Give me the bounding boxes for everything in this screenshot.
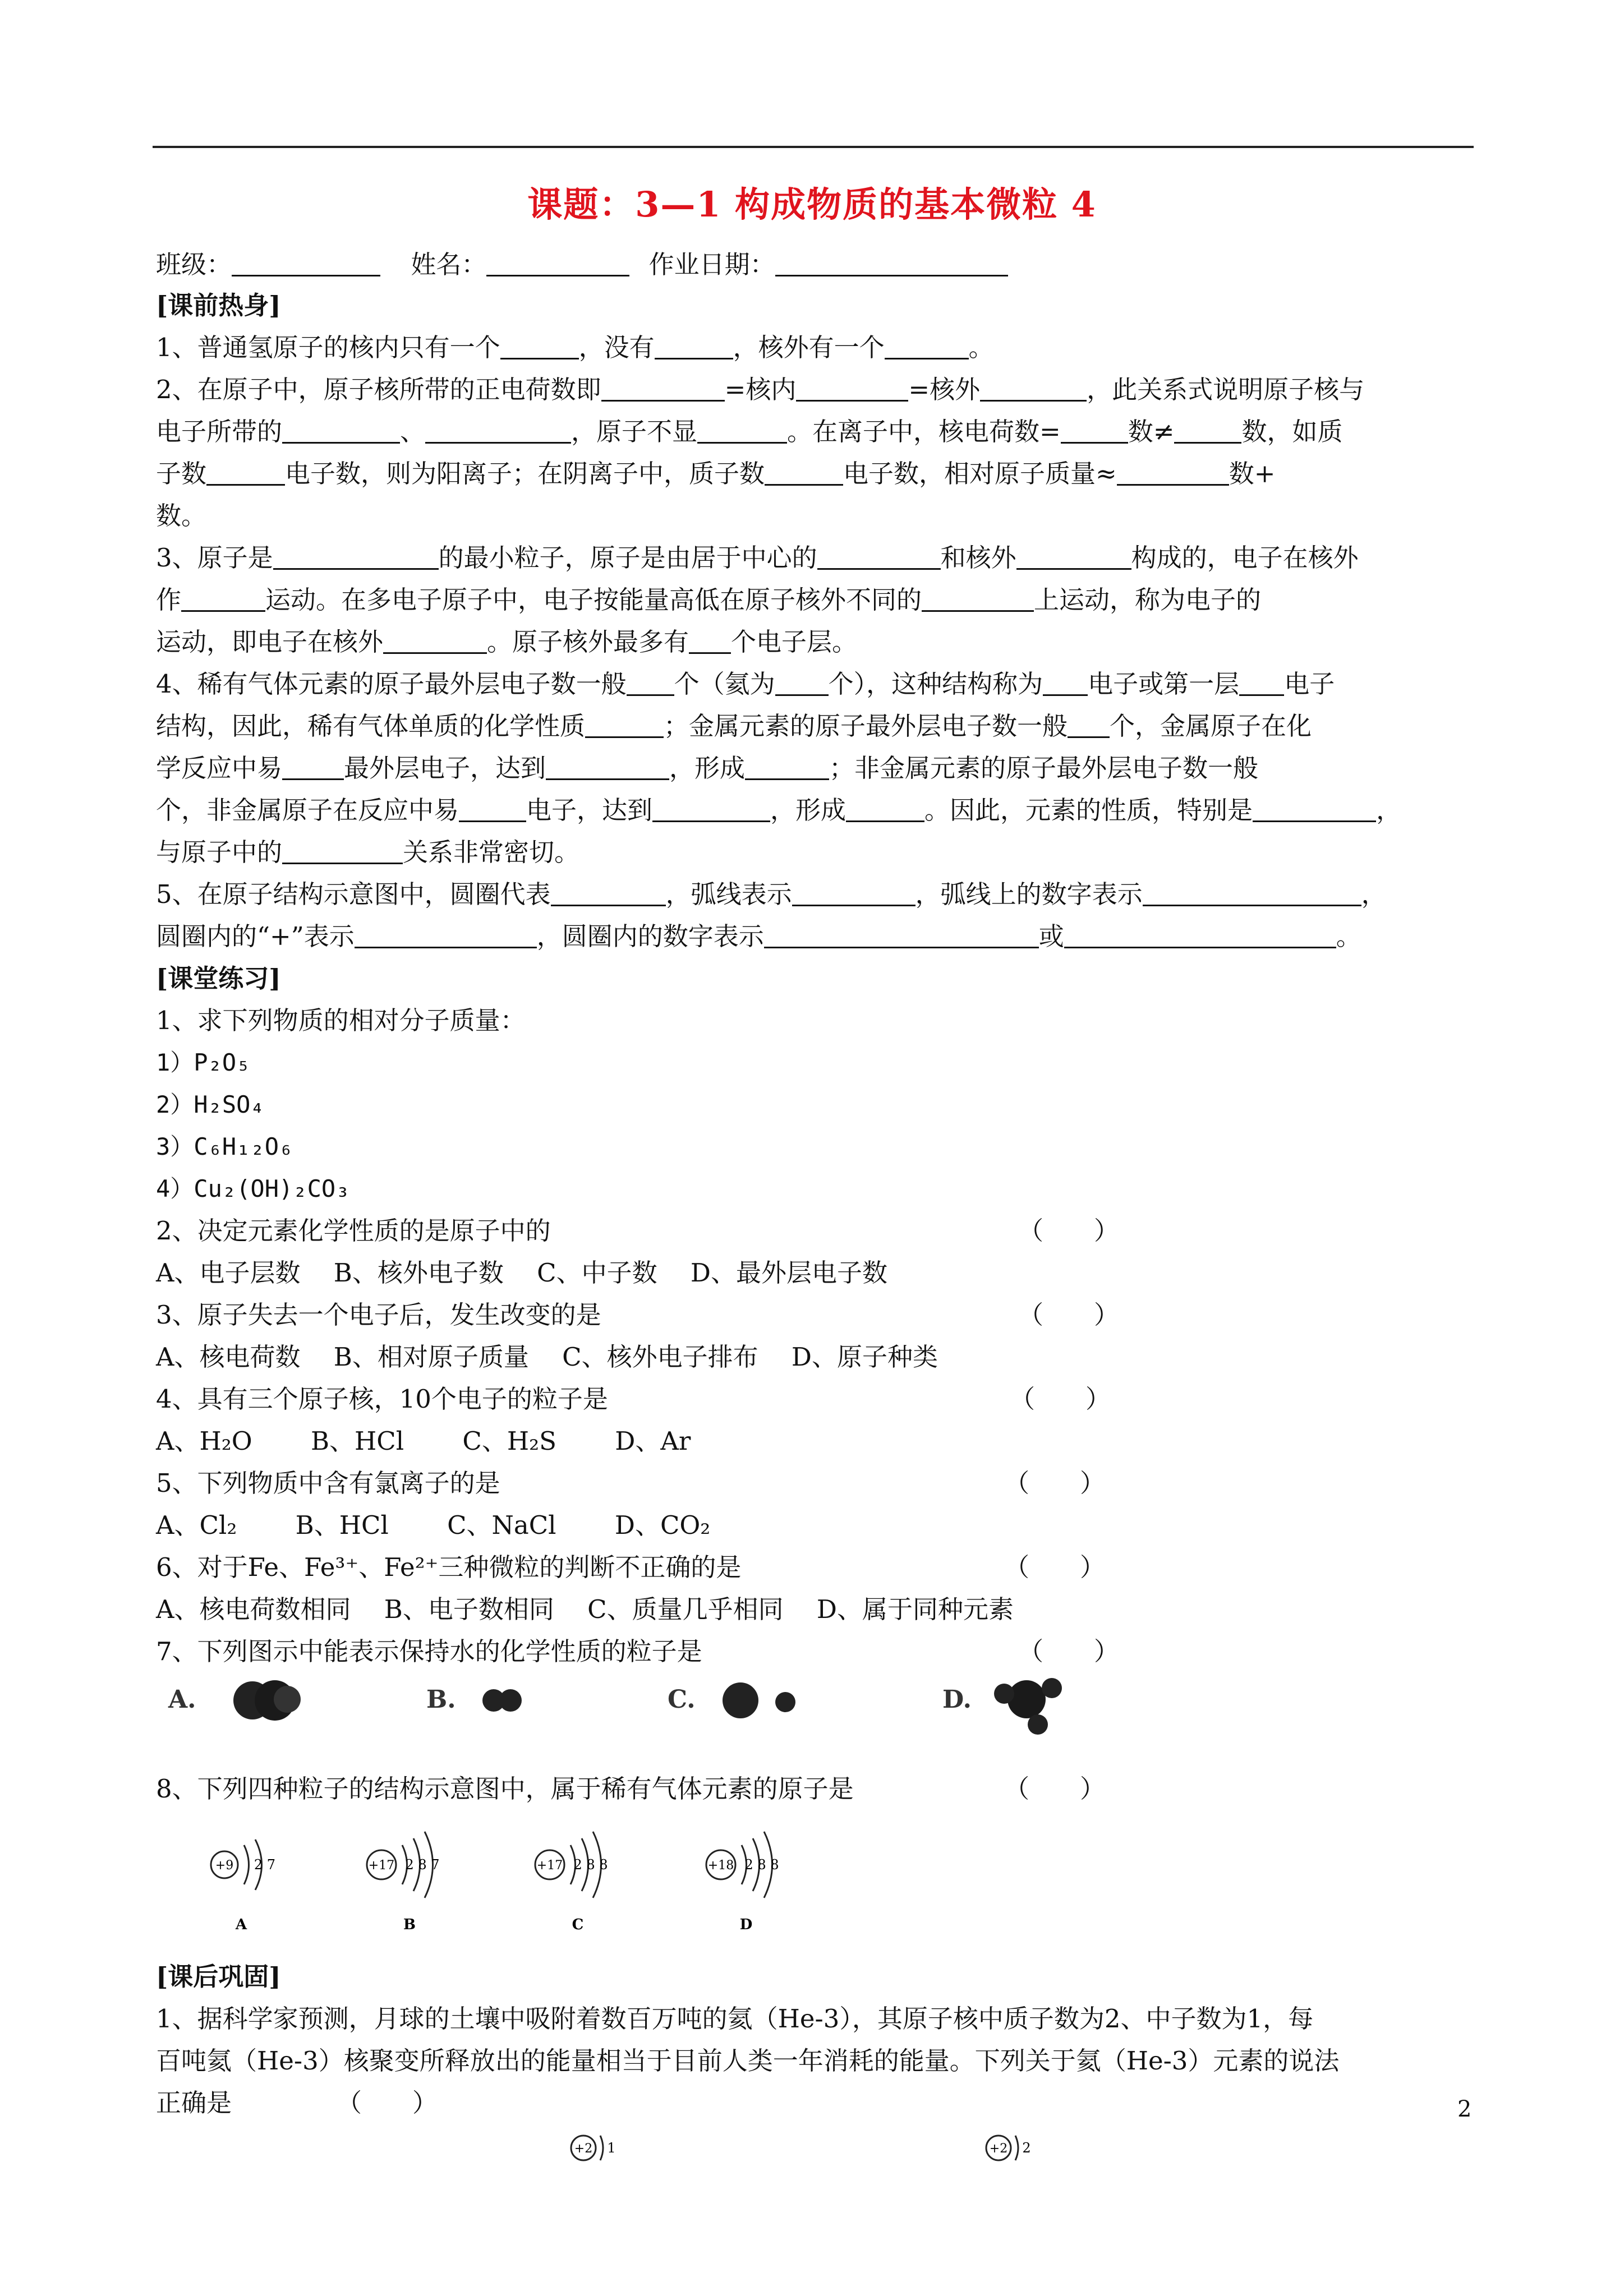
blank[interactable] bbox=[282, 417, 400, 444]
practice-q3-options: A、核电荷数 B、相对原子质量 C、核外电子排布 D、原子种类 bbox=[156, 1342, 938, 1372]
name-blank[interactable] bbox=[486, 250, 629, 276]
practice-q8: 8、下列四种粒子的结构示意图中，属于稀有气体元素的原子是 bbox=[156, 1774, 854, 1804]
blank[interactable] bbox=[551, 880, 666, 906]
answer-paren[interactable]: （ ） bbox=[1010, 1384, 1111, 1414]
blank[interactable] bbox=[796, 375, 908, 402]
svg-text:2 7: 2 7 bbox=[254, 1857, 276, 1873]
molecule-c-icon bbox=[723, 1682, 795, 1718]
blank[interactable] bbox=[601, 375, 725, 402]
molecule-a-icon bbox=[233, 1680, 301, 1721]
blank[interactable] bbox=[1117, 459, 1229, 486]
post-q1-l2: 百吨氦（He-3）核聚变所释放出的能量相当于目前人类一年消耗的能量。下列关于氦（He-3）元素的说法 bbox=[156, 2046, 1340, 2076]
blank[interactable] bbox=[1064, 922, 1336, 948]
post-q1-l1: 1、据科学家预测，月球的土壤中吸附着数百万吨的氦（He-3），其原子核中质子数为2、中子数为1，每 bbox=[156, 2004, 1314, 2034]
answer-paren[interactable]: （ ） bbox=[1004, 1468, 1106, 1498]
blank[interactable] bbox=[181, 585, 265, 612]
pre-q3-l1: 3、原子是 的最小粒子，原子是由居于中心的 和核外 构成的，电子在核外 bbox=[156, 543, 1359, 573]
info-line bbox=[156, 248, 1008, 282]
practice-q6-options: A、核电荷数相同 B、电子数相同 C、质量几乎相同 D、属于同种元素 bbox=[156, 1594, 1014, 1624]
blank[interactable] bbox=[1016, 543, 1131, 570]
blank[interactable] bbox=[282, 838, 403, 864]
practice-q2-options: A、电子层数 B、核外电子数 C、中子数 D、最外层电子数 bbox=[156, 1258, 887, 1288]
blank[interactable] bbox=[846, 796, 924, 822]
blank[interactable] bbox=[922, 585, 1034, 612]
post-q1-l3: 正确是 bbox=[156, 2088, 232, 2118]
blank[interactable] bbox=[1061, 417, 1128, 444]
blank[interactable] bbox=[1068, 712, 1110, 738]
name-label: 姓名： bbox=[411, 250, 487, 279]
blank[interactable] bbox=[1143, 880, 1361, 906]
blank[interactable] bbox=[689, 628, 731, 654]
blank[interactable] bbox=[500, 333, 579, 359]
svg-text:1: 1 bbox=[607, 2140, 616, 2156]
blank[interactable] bbox=[1174, 417, 1241, 444]
practice-q5: 5、下列物质中含有氯离子的是 bbox=[156, 1468, 500, 1498]
class-label: 班级： bbox=[156, 250, 232, 279]
helium-diagrams bbox=[567, 2126, 1071, 2170]
answer-paren[interactable]: （ ） bbox=[1018, 1636, 1120, 1666]
molecule-options-figure bbox=[163, 1671, 1116, 1744]
blank[interactable] bbox=[1043, 670, 1088, 696]
practice-q3: 3、原子失去一个电子后，发生改变的是 bbox=[156, 1300, 601, 1330]
blank[interactable] bbox=[980, 375, 1087, 402]
practice-q6: 6、对于Fe、Fe³⁺、Fe²⁺三种微粒的判断不正确的是 bbox=[156, 1552, 742, 1582]
pre-q2-l2: 电子所带的 、 ，原子不显 。在离子中，核电荷数= 数≠ 数，如质 bbox=[156, 417, 1343, 446]
svg-text:2 8 8: 2 8 8 bbox=[573, 1857, 608, 1873]
molecule-d-icon bbox=[994, 1678, 1062, 1735]
practice-q2: 2、决定元素化学性质的是原子中的 bbox=[156, 1216, 551, 1246]
pre-q4-l1: 4、稀有气体元素的原子最外层电子数一般 个（氦为 个），这种结构称为 电子或第一层 电子 bbox=[156, 669, 1335, 699]
blank[interactable] bbox=[355, 922, 537, 948]
pre-q2-l3: 子数 电子数，则为阳离子；在阴离子中，质子数 电子数，相对原子质量≈ 数+ bbox=[156, 459, 1276, 488]
practice-q1-item-1: 1）P₂O₅ bbox=[156, 1049, 251, 1076]
blank[interactable] bbox=[775, 670, 829, 696]
svg-text:2 8 7: 2 8 7 bbox=[405, 1857, 440, 1873]
blank[interactable] bbox=[655, 333, 733, 359]
pre-q4-l3: 学反应中易 最外层电子，达到 ，形成 ；非金属元素的原子最外层电子数一般 bbox=[156, 753, 1259, 783]
blank[interactable] bbox=[1239, 670, 1284, 696]
atom-structure-figure bbox=[202, 1817, 819, 1940]
pre-q4-l4: 个，非金属原子在反应中易 电子，达到 ，形成 。因此，元素的性质，特别是 ， bbox=[156, 795, 1402, 825]
option-d-label: D. bbox=[942, 1685, 972, 1714]
blank[interactable] bbox=[273, 543, 439, 570]
svg-text:+9: +9 bbox=[215, 1859, 234, 1873]
atom-diagram-c bbox=[535, 1832, 608, 1933]
atom-diagram-b bbox=[367, 1832, 440, 1933]
blank[interactable] bbox=[885, 333, 969, 359]
blank[interactable] bbox=[765, 459, 843, 486]
svg-text:+17: +17 bbox=[368, 1859, 395, 1873]
pre-q1: 1、普通氢原子的核内只有一个 ，没有 ，核外有一个 。 bbox=[156, 333, 994, 362]
blank[interactable] bbox=[817, 543, 941, 570]
molecule-b-icon bbox=[482, 1689, 522, 1712]
class-blank[interactable] bbox=[232, 250, 380, 276]
svg-text:C: C bbox=[572, 1916, 584, 1933]
section-class: [课堂练习] bbox=[156, 963, 281, 993]
pre-q3-l2: 作 运动。在多电子原子中，电子按能量高低在原子核外不同的 上运动，称为电子的 bbox=[156, 585, 1262, 615]
blank[interactable] bbox=[1253, 796, 1376, 822]
section-post: [课后巩固] bbox=[156, 1962, 281, 1991]
svg-text:B: B bbox=[403, 1916, 416, 1933]
svg-text:2: 2 bbox=[1022, 2140, 1031, 2156]
blank[interactable] bbox=[764, 922, 1039, 948]
blank[interactable] bbox=[206, 459, 285, 486]
practice-q1: 1、求下列物质的相对分子质量： bbox=[156, 1006, 526, 1035]
date-blank[interactable] bbox=[775, 250, 1008, 276]
practice-q4-options: A、H₂O B、HCl C、H₂S D、Ar bbox=[156, 1426, 691, 1456]
section-pre: [课前热身] bbox=[156, 291, 281, 320]
answer-paren[interactable]: （ ） bbox=[1018, 1300, 1120, 1330]
date-label: 作业日期： bbox=[648, 250, 775, 279]
practice-q1-item-2: 2）H₂SO₄ bbox=[156, 1091, 265, 1118]
answer-paren[interactable]: （ ） bbox=[1004, 1774, 1106, 1804]
page-title: 课题：3—1 构成物质的基本微粒 4 bbox=[527, 184, 1097, 225]
option-a-label: A. bbox=[168, 1685, 196, 1714]
practice-q5-options: A、Cl₂ B、HCl C、NaCl D、CO₂ bbox=[156, 1510, 711, 1540]
answer-paren[interactable]: （ ） bbox=[1004, 1552, 1106, 1582]
helium-diagram-1 bbox=[571, 2136, 616, 2160]
pre-q3-l3: 运动，即电子在核外 。原子核外最多有 个电子层。 bbox=[156, 627, 858, 657]
blank[interactable] bbox=[627, 670, 674, 696]
atom-diagram-d bbox=[706, 1832, 779, 1933]
pre-q2-l1: 2、在原子中，原子核所带的正电荷数即 =核内 =核外 ，此关系式说明原子核与 bbox=[156, 375, 1365, 404]
practice-q1-item-3: 3）C₆H₁₂O₆ bbox=[156, 1133, 293, 1160]
practice-q4: 4、具有三个原子核，10个电子的粒子是 bbox=[156, 1384, 608, 1414]
answer-paren[interactable]: （ ） bbox=[337, 2088, 438, 2118]
blank[interactable] bbox=[585, 712, 664, 738]
option-c-label: C. bbox=[668, 1685, 696, 1714]
blank[interactable] bbox=[425, 417, 571, 444]
blank[interactable] bbox=[745, 754, 829, 780]
blank[interactable] bbox=[459, 796, 526, 822]
pre-q4-l5: 与原子中的 关系非常密切。 bbox=[156, 837, 580, 867]
blank[interactable] bbox=[546, 754, 669, 780]
svg-text:2 8 8: 2 8 8 bbox=[744, 1857, 779, 1873]
blank[interactable] bbox=[282, 754, 344, 780]
blank[interactable] bbox=[792, 880, 915, 906]
blank[interactable] bbox=[383, 628, 487, 654]
svg-text:+18: +18 bbox=[707, 1859, 734, 1873]
option-b-label: B. bbox=[426, 1685, 456, 1714]
atom-diagram-a bbox=[211, 1839, 275, 1933]
pre-q2-l4: 数。 bbox=[156, 501, 207, 531]
page-number: 2 bbox=[1457, 2096, 1472, 2122]
svg-text:D: D bbox=[739, 1916, 753, 1933]
blank[interactable] bbox=[652, 796, 770, 822]
svg-text:+17: +17 bbox=[536, 1859, 563, 1873]
helium-diagram-2 bbox=[986, 2136, 1031, 2160]
blank[interactable] bbox=[697, 417, 787, 444]
svg-text:+2: +2 bbox=[989, 2142, 1008, 2156]
header-rule bbox=[153, 146, 1474, 148]
practice-q1-item-4: 4）Cu₂(OH)₂CO₃ bbox=[156, 1175, 350, 1202]
practice-q7: 7、下列图示中能表示保持水的化学性质的粒子是 bbox=[156, 1636, 702, 1666]
answer-paren[interactable]: （ ） bbox=[1018, 1216, 1120, 1246]
pre-q4-l2: 结构，因此，稀有气体单质的化学性质 ；金属元素的原子最外层电子数一般 个，金属原子在化 bbox=[156, 711, 1312, 741]
svg-text:+2: +2 bbox=[574, 2142, 593, 2156]
pre-q5-l1: 5、在原子结构示意图中，圆圈代表 ，弧线表示 ，弧线上的数字表示 ， bbox=[156, 879, 1387, 909]
svg-text:A: A bbox=[235, 1916, 247, 1933]
pre-q5-l2: 圆圈内的“+”表示 ，圆圈内的数字表示 或 。 bbox=[156, 921, 1361, 951]
